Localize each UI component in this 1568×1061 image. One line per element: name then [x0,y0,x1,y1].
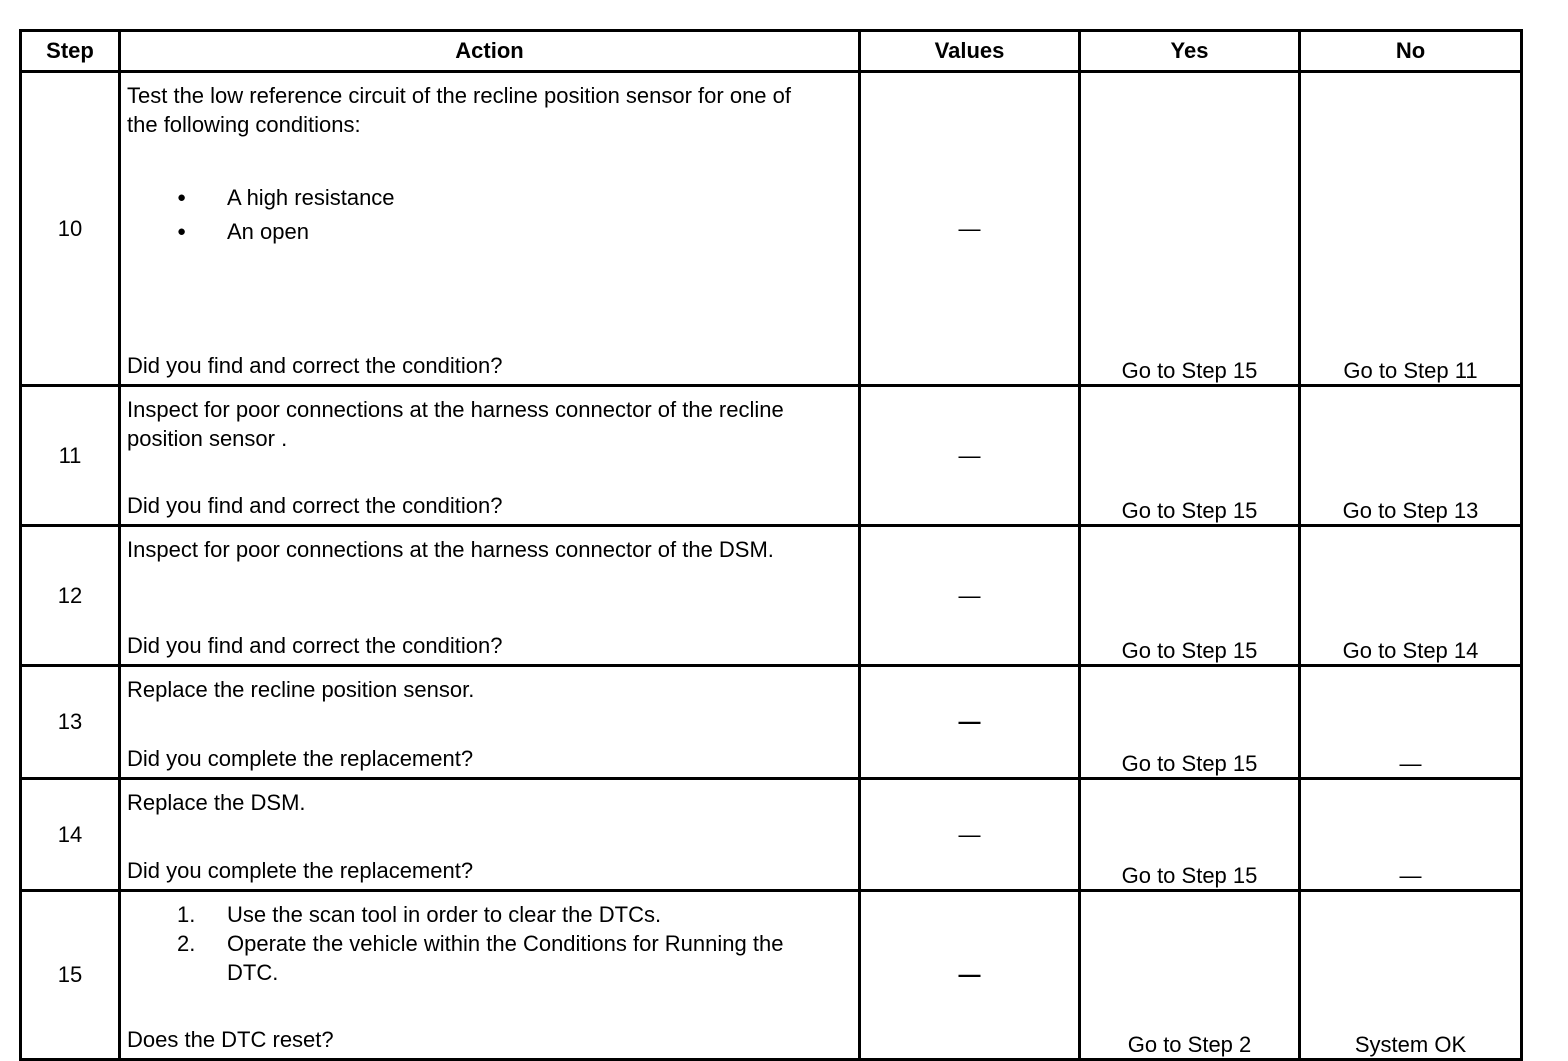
action-question: Did you complete the replacement? [127,746,474,771]
list-item-text: Operate the vehicle within the Conditions for Running the DTC. [227,931,784,985]
action-question: Did you find and correct the condition? [127,493,503,518]
table-row [21,526,1522,666]
values-cell: — [860,891,1080,1060]
values-cell: — [860,666,1080,779]
header-action: Action [120,31,860,72]
no-cell: Go to Step 14 [1300,526,1522,666]
step-number: 15 [21,891,120,1060]
table-row [21,891,1522,1060]
yes-cell: Go to Step 15 [1080,386,1300,526]
header-yes: Yes [1080,31,1300,72]
values-cell: — [860,526,1080,666]
table-row [21,386,1522,526]
action-text: Inspect for poor connections at the harness connector of the recline position sensor . [127,397,784,451]
table-row [21,779,1522,891]
no-cell: — [1300,779,1522,891]
action-cell [120,526,860,666]
values-cell: — [860,72,1080,386]
step-number: 11 [21,386,120,526]
values-cell: — [860,779,1080,891]
action-question: Did you find and correct the condition? [127,633,503,658]
no-cell: Go to Step 11 [1300,72,1522,386]
no-cell: — [1300,666,1522,779]
list-item-number: 1. [177,902,196,927]
action-text: Replace the DSM. [127,790,306,815]
action-question: Did you find and correct the condition? [127,353,503,378]
step-number: 13 [21,666,120,779]
yes-cell: Go to Step 15 [1080,666,1300,779]
list-item: ● An open [127,215,852,249]
action-text: Test the low reference circuit of the recline position sensor for one of the following conditions: [127,83,792,137]
action-cell [120,891,860,1060]
table-row [21,72,1522,386]
table-row [21,666,1522,779]
yes-cell: Go to Step 15 [1080,526,1300,666]
action-text: Inspect for poor connections at the harness connector of the DSM. [127,537,774,562]
list-item [127,929,827,987]
list-item [127,900,852,929]
step-number: 10 [21,72,120,386]
header-step: Step [21,31,120,72]
action-cell [120,779,860,891]
no-cell: System OK [1300,891,1522,1060]
header-no: No [1300,31,1522,72]
values-cell: — [860,386,1080,526]
header-values: Values [860,31,1080,72]
action-question: Did you complete the replacement? [127,858,474,883]
condition-list [127,181,852,249]
no-cell: Go to Step 13 [1300,386,1522,526]
action-text: Replace the recline position sensor. [127,677,475,702]
action-cell [120,386,860,526]
list-item: ● A high resistance [127,181,852,215]
action-question: Does the DTC reset? [127,1027,334,1052]
action-cell [120,666,860,779]
yes-cell: Go to Step 15 [1080,72,1300,386]
list-item-number: 2. [177,931,196,956]
header-row [21,31,1522,72]
action-cell [120,72,860,386]
yes-cell: Go to Step 2 [1080,891,1300,1060]
numbered-steps [127,900,852,987]
yes-cell: Go to Step 15 [1080,779,1300,891]
step-number: 14 [21,779,120,891]
diagnostic-table [19,29,1523,1061]
step-number: 12 [21,526,120,666]
list-item-text: Use the scan tool in order to clear the DTCs. [227,902,662,927]
